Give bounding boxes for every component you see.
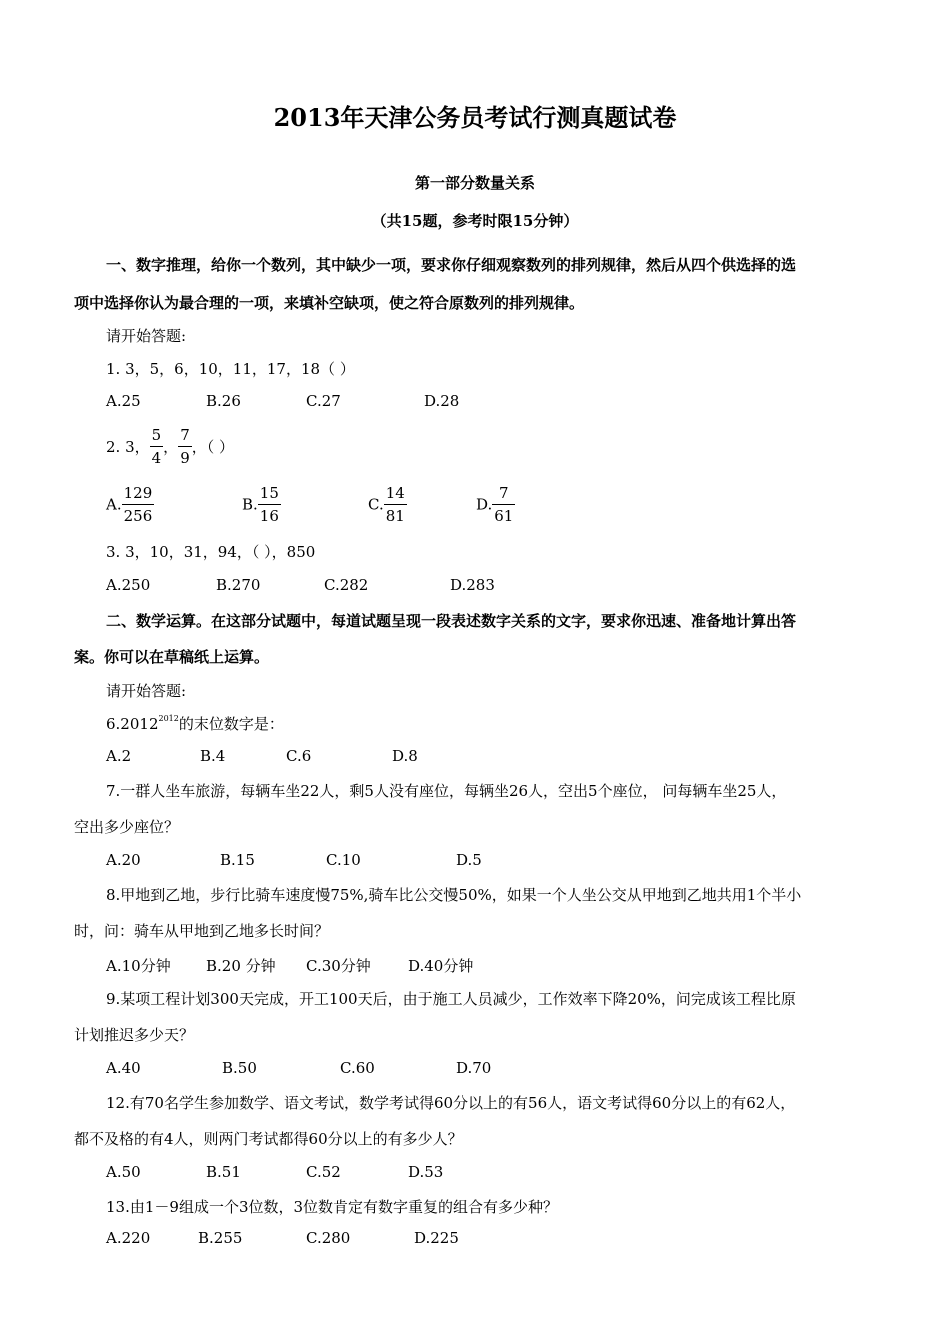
q2-option-a: A. $\frac{129}{256}$ xyxy=(106,484,153,525)
q8-option-d: D.40分钟 xyxy=(408,957,474,975)
section1-instruction-line1: 一、数字推理，给你一个数列，其中缺少一项，要求你仔细观察数列的排列规律，然后从四个供选择的选 xyxy=(106,256,797,274)
q13-option-a: A.220 xyxy=(106,1229,151,1247)
q6-option-d: D.8 xyxy=(392,747,418,765)
q9-option-d: D.70 xyxy=(456,1059,492,1077)
page-title: 2013年天津公务员考试行测真题试卷 xyxy=(273,103,677,132)
q9-option-a: A.40 xyxy=(106,1059,141,1077)
q8-option-c: C.30分钟 xyxy=(306,957,371,975)
q9-option-b: B.50 xyxy=(222,1059,257,1077)
q13-stem: 13.由1－9组成一个3位数，3位数肯定有数字重复的组合有多少种？ xyxy=(106,1198,559,1216)
q3-option-a: A.250 xyxy=(106,576,151,594)
q9-stem-line2: 计划推迟多少天？ xyxy=(74,1026,195,1044)
q12-option-c: C.52 xyxy=(306,1163,341,1181)
q9-stem-line1: 9.某项工程计划300天完成，开工100天后，由于施工人员减少，工作效率下降20%，问完成该工程比原 xyxy=(106,990,796,1008)
q6-option-b: B.4 xyxy=(200,747,226,765)
q3-option-d: D.283 xyxy=(450,576,495,594)
q8-option-b: B.20 分钟 xyxy=(206,957,276,975)
q1-option-b: B.26 xyxy=(206,392,241,410)
q12-stem-line1: 12.有70名学生参加数学、语文考试，数学考试得60分以上的有56人，语文考试得60分以上的有62人， xyxy=(106,1094,796,1112)
q6-exponent: 2012 xyxy=(158,714,179,723)
q1-option-c: C.27 xyxy=(306,392,341,410)
q6-stem: $6.2012^{2012}$的末位数字是： xyxy=(106,714,284,733)
q13-option-c: C.280 xyxy=(306,1229,351,1247)
q12-option-b: B.51 xyxy=(206,1163,241,1181)
q1-option-a: A.25 xyxy=(106,392,141,410)
q13-option-d: D.225 xyxy=(414,1229,459,1247)
q2-fraction-1: $\frac{5}{4}$ xyxy=(151,426,162,467)
section2-start: 请开始答题: xyxy=(106,682,187,700)
q3-option-c: C.282 xyxy=(324,576,369,594)
q1-option-d: D.28 xyxy=(424,392,460,410)
q7-option-c: C.10 xyxy=(326,851,361,869)
part-note: （共15题，参考时限15分钟） xyxy=(371,212,579,230)
q8-stem-line1: 8.甲地到乙地，步行比骑车速度慢75%,骑车比公交慢50%，如果一个人坐公交从甲地到乙地共用1个半小 xyxy=(106,886,802,904)
q12-option-d: D.53 xyxy=(408,1163,444,1181)
section2-instruction-line2: 案。你可以在草稿纸上运算。 xyxy=(74,648,270,666)
q2-fraction-2: $\frac{7}{9}$ xyxy=(180,426,190,467)
q12-stem-line2: 都不及格的有4人，则两门考试都得60分以上的有多少人？ xyxy=(74,1130,463,1148)
q2-option-c: C. $\frac{14}{81}$ xyxy=(368,484,405,525)
q2-stem: 2. 3， $\frac{5}{4}$ ， $\frac{7}{9}$ ，（ ） xyxy=(106,426,235,467)
q1-stem: 1. 3，5，6，10，11，17，18（ ） xyxy=(106,360,355,378)
q7-stem-line1: 7.一群人坐车旅游，每辆车坐22人，剩5人没有座位，每辆坐26人，空出5个座位， 问每辆车坐25人， xyxy=(106,782,787,800)
section1-start: 请开始答题: xyxy=(106,327,187,345)
q9-option-c: C.60 xyxy=(340,1059,375,1077)
q7-option-b: B.15 xyxy=(220,851,255,869)
q2-option-b: B. $\frac{15}{16}$ xyxy=(242,484,279,525)
section1-instruction-line2: 项中选择你认为最合理的一项，来填补空缺项，使之符合原数列的排列规律。 xyxy=(74,294,585,312)
q13-option-b: B.255 xyxy=(198,1229,243,1247)
q3-stem: 3. 3，10，31，94，（ ），850 xyxy=(106,543,316,561)
q7-stem-line2: 空出多少座位？ xyxy=(74,818,180,836)
q7-option-d: D.5 xyxy=(456,851,482,869)
q3-option-b: B.270 xyxy=(216,576,261,594)
q8-option-a: A.10分钟 xyxy=(106,957,171,975)
q12-option-a: A.50 xyxy=(106,1163,141,1181)
q2-option-d: D. $\frac{7}{61}$ xyxy=(476,484,514,525)
q6-option-c: C.6 xyxy=(286,747,312,765)
q6-option-a: A.2 xyxy=(106,747,132,765)
section2-instruction-line1: 二、数学运算。在这部分试题中，每道试题呈现一段表述数字关系的文字，要求你迅速、准备地计算出答 xyxy=(106,612,797,630)
part-heading: 第一部分数量关系 xyxy=(414,174,535,192)
q7-option-a: A.20 xyxy=(106,851,141,869)
q8-stem-line2: 时，问：骑车从甲地到乙地多长时间？ xyxy=(74,922,330,940)
